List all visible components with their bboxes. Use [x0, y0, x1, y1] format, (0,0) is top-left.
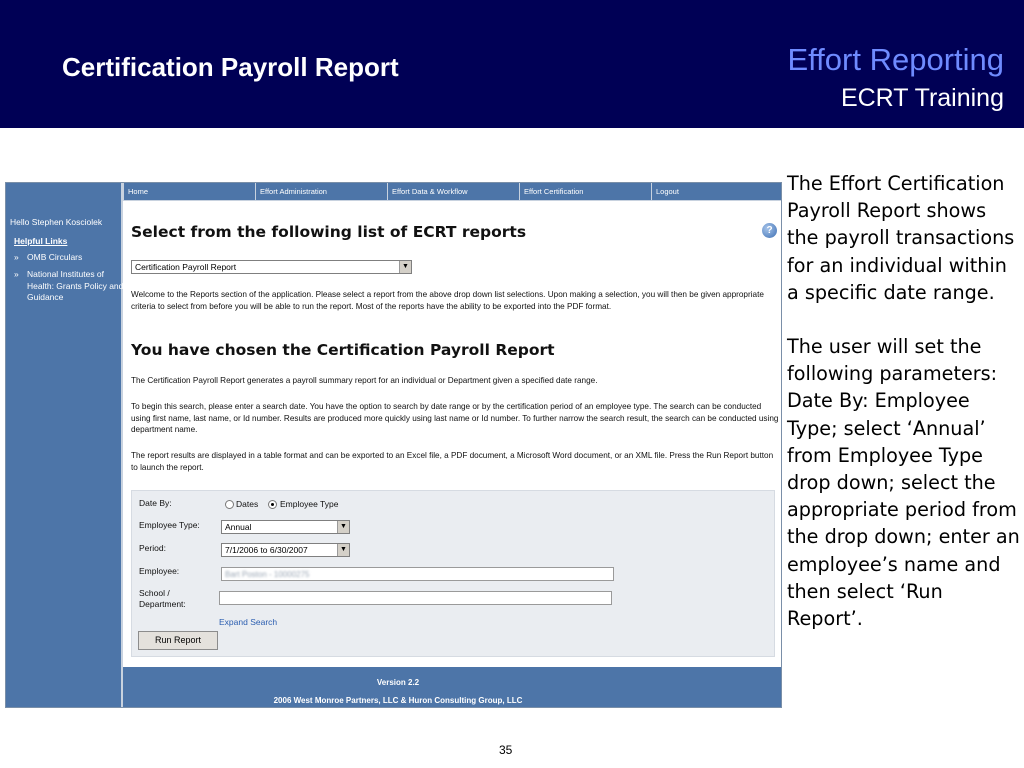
radio-dates[interactable] — [225, 500, 234, 509]
user-greeting: Hello Stephen Kosciolek — [10, 217, 103, 227]
employee-input-value: Bart Poston - 10000275 — [225, 570, 310, 579]
school-label-line2: Department: — [139, 599, 186, 609]
date-by-label: Date By: — [139, 498, 172, 508]
help-icon[interactable]: ? — [762, 223, 777, 238]
school-department-input[interactable] — [219, 591, 612, 605]
intro-text: Welcome to the Reports section of the application. Please select a report from the above drop down list selections. Upon making a selection, you will then be given appropriate criteria to select from before you will be able to run the report. Most of the reports have the ability to be exported into the PDF format. — [131, 290, 764, 311]
period-value: 7/1/2006 to 6/30/2007 — [225, 545, 308, 555]
heading-select-report: Select from the following list of ECRT reports — [131, 223, 527, 241]
chevron-down-icon: ▼ — [337, 544, 349, 556]
sidebar — [6, 183, 123, 707]
nav-tab-effort-certification[interactable]: Effort Certification — [519, 183, 651, 201]
radio-employee-type[interactable] — [268, 500, 277, 509]
report-select[interactable] — [131, 260, 412, 274]
page-number: 35 — [499, 743, 513, 757]
top-nav — [123, 183, 781, 201]
radio-dates-label: Dates — [236, 499, 259, 509]
main-content — [123, 201, 781, 667]
brand-title: Effort Reporting — [787, 42, 1004, 77]
slide-commentary — [787, 170, 1023, 632]
report-criteria-form — [131, 490, 775, 657]
commentary-paragraph-2: The user will set the following parameters: Date By: Employee Type; select ‘Annual’ from Employee Type drop down; select the appropriate period from the drop down; enter an employee’s name and then select ‘Run Report’. — [787, 335, 1020, 631]
period-select[interactable] — [221, 543, 350, 557]
employee-type-value: Annual — [225, 522, 252, 532]
description-text: The Certification Payroll Report generates a payroll summary report for an individual or Department given a specified date range. — [131, 376, 598, 385]
run-report-button[interactable]: Run Report — [138, 631, 218, 650]
sidebar-link-nih-grants[interactable] — [14, 269, 125, 304]
results-text: The report results are displayed in a table format and can be exported to an Excel file, a PDF document, a Microsoft Word document, or an XML file. Press the Run Report button to launch the report. — [131, 451, 774, 472]
bullet-icon: » — [14, 252, 19, 262]
chevron-down-icon: ▼ — [399, 261, 411, 273]
sidebar-link-label: OMB Circulars — [27, 252, 83, 262]
employee-label: Employee: — [139, 566, 180, 576]
header-band — [0, 0, 1024, 128]
heading-chosen-report: You have chosen the Certification Payroll Report — [131, 341, 555, 359]
nav-tab-home[interactable]: Home — [123, 183, 255, 201]
employee-type-select[interactable] — [221, 520, 350, 534]
nav-tab-effort-administration[interactable]: Effort Administration — [255, 183, 387, 201]
brand-subtitle: ECRT Training — [840, 84, 1004, 112]
sidebar-link-omb-circulars[interactable] — [14, 252, 125, 264]
copyright-text: 2006 West Monroe Partners, LLC & Huron Consulting Group, LLC — [273, 696, 523, 705]
commentary-paragraph-1: The Effort Certification Payroll Report shows the payroll transactions for an individual within a specific date range. — [787, 172, 1015, 304]
chevron-down-icon: ▼ — [337, 521, 349, 533]
expand-search-link[interactable]: Expand Search — [219, 617, 278, 627]
version-text: Version 2.2 — [376, 678, 420, 687]
app-screenshot — [5, 182, 782, 708]
report-select-value: Certification Payroll Report — [135, 262, 237, 272]
employee-input[interactable] — [221, 567, 614, 581]
nav-tab-logout[interactable]: Logout — [651, 183, 781, 201]
helpful-links-link[interactable]: Helpful Links — [14, 236, 68, 246]
search-instructions-text: To begin this search, please enter a search date. You have the option to search by date range or by the certification period of an employee type. The search can be conducted using first name, last name, or Id number. Results are produced more quickly using last name or Id number. To further narrow the search result, the search can be conducted using department name. — [131, 402, 779, 435]
sidebar-link-label: National Institutes of Health: Grants Policy and Guidance — [27, 269, 124, 302]
slide-title: Certification Payroll Report — [62, 52, 399, 82]
employee-type-label: Employee Type: — [139, 520, 200, 530]
school-label-line1: School / — [139, 588, 170, 598]
radio-employee-type-label: Employee Type — [280, 499, 339, 509]
app-footer — [123, 667, 781, 707]
nav-tab-effort-data-workflow[interactable]: Effort Data & Workflow — [387, 183, 519, 201]
period-label: Period: — [139, 543, 166, 553]
bullet-icon: » — [14, 269, 19, 279]
